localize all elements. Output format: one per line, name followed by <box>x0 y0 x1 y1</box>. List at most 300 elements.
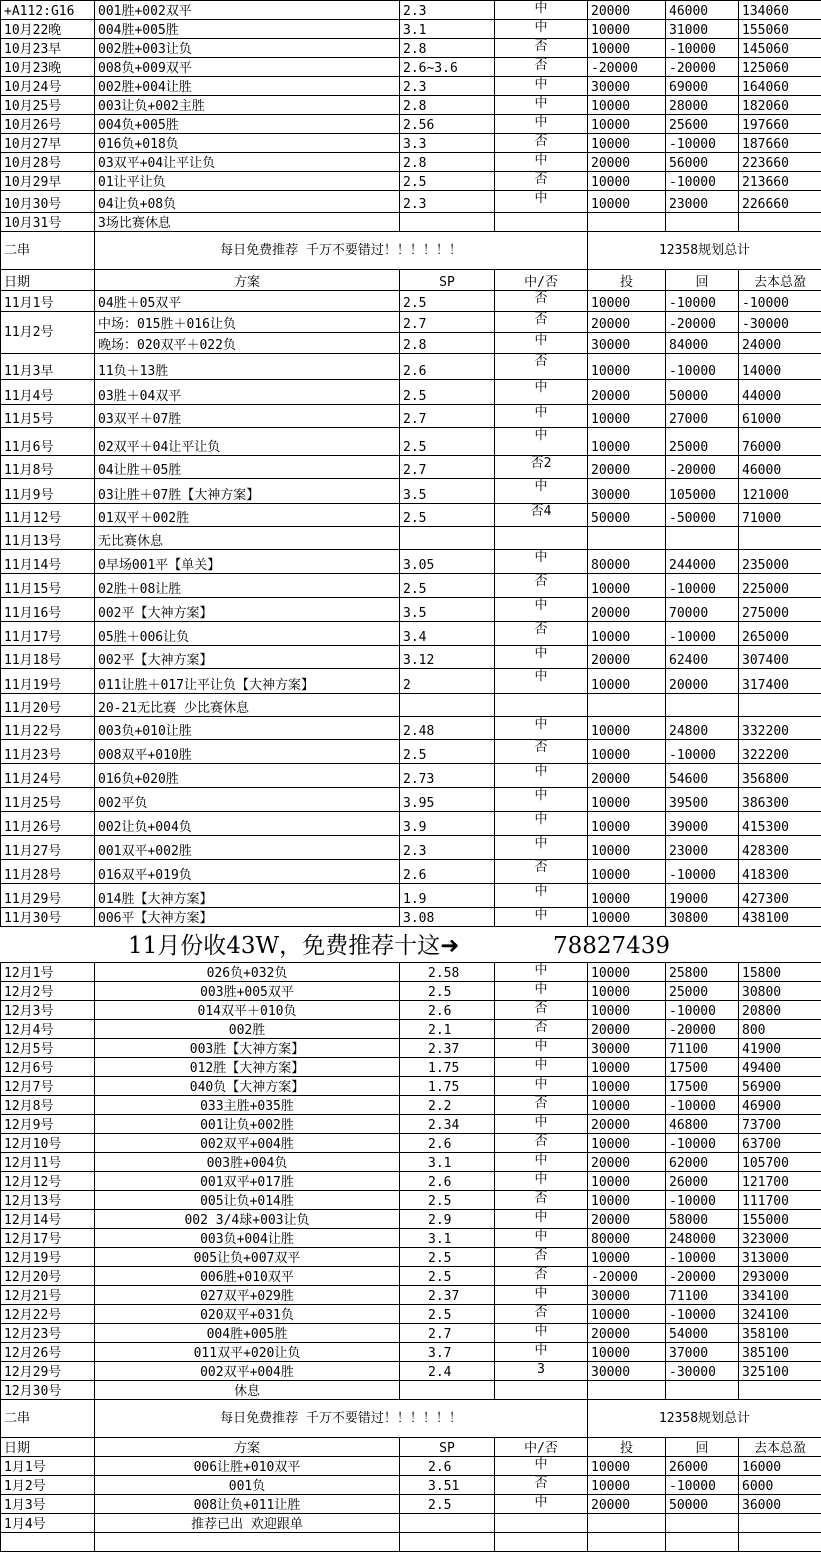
row-stake: 10000 <box>588 115 666 134</box>
slogan: 每日免费推荐 千万不要错过！！！！！！ <box>95 232 588 270</box>
row-date: 11月22号 <box>1 717 95 740</box>
row-plan: 016负+020胜 <box>95 764 400 788</box>
row-plan: 推荐已出 欢迎跟单 <box>95 1514 400 1533</box>
row-total: 325100 <box>739 1362 821 1381</box>
row-result: 中 <box>495 1286 588 1305</box>
row-plan: 002让负+004负 <box>95 812 400 836</box>
row-stake: 10000 <box>588 1305 666 1324</box>
row-plan: 001胜+002双平 <box>95 1 400 20</box>
row-total: 155060 <box>739 20 821 39</box>
table-row <box>1 550 821 574</box>
row-result: 否 <box>495 740 588 764</box>
row-total <box>739 694 821 717</box>
row-stake: 30000 <box>588 1286 666 1305</box>
row-sp <box>400 1533 495 1552</box>
row-stake: 10000 <box>588 812 666 836</box>
row-return: -10000 <box>666 1096 739 1115</box>
row-date: 11月29号 <box>1 884 95 908</box>
row-date: +A112:G16 <box>1 1 95 20</box>
row-date: 1月3号 <box>1 1495 95 1514</box>
row-result: 中 <box>495 1210 588 1229</box>
row-plan: 004胜+005胜 <box>95 1324 400 1343</box>
row-total: 46000 <box>739 456 821 479</box>
table-row <box>1 1058 821 1077</box>
row-result: 中 <box>495 428 588 456</box>
row-total: -10000 <box>739 291 821 312</box>
row-plan: 008负+009双平 <box>95 58 400 77</box>
row-return: -10000 <box>666 1305 739 1324</box>
row-sp: 2.5 <box>400 1267 495 1286</box>
row-stake: 20000 <box>588 1324 666 1343</box>
table-row <box>1 622 821 646</box>
row-plan: 011让胜＋017让平让负【大神方案】 <box>95 669 400 694</box>
row-result: 中 <box>495 1457 588 1476</box>
row-result <box>495 213 588 232</box>
row-plan: 005让负+007双平 <box>95 1248 400 1267</box>
row-return: -10000 <box>666 740 739 764</box>
row-stake: 10000 <box>588 860 666 884</box>
row-sp: 2.5 <box>400 380 495 405</box>
row-return: -10000 <box>666 172 739 191</box>
row-sp: 3.3 <box>400 134 495 153</box>
row-total: -30000 <box>739 312 821 333</box>
row-result: 中 <box>495 77 588 96</box>
row-plan: 休息 <box>95 1381 400 1400</box>
row-total: 293000 <box>739 1267 821 1286</box>
row-total: 56900 <box>739 1077 821 1096</box>
row-sp: 2.6 <box>400 1001 495 1020</box>
row-result: 中 <box>495 764 588 788</box>
row-result: 中 <box>495 153 588 172</box>
column-header-row <box>1 1438 821 1457</box>
row-result: 中 <box>495 479 588 504</box>
row-result: 否 <box>495 1476 588 1495</box>
row-plan: 3场比赛休息 <box>95 213 400 232</box>
table-row <box>1 740 821 764</box>
row-sp: 3.5 <box>400 479 495 504</box>
row-sp <box>400 1381 495 1400</box>
table-row <box>1 860 821 884</box>
row-sp: 1.75 <box>400 1077 495 1096</box>
row-date: 12月8号 <box>1 1096 95 1115</box>
row-return: 26000 <box>666 1457 739 1476</box>
row-return: 39000 <box>666 812 739 836</box>
row-plan: 006让胜+010双平 <box>95 1457 400 1476</box>
row-plan: 晚场：020双平＋022负 <box>95 333 400 354</box>
col-date: 日期 <box>1 270 95 291</box>
row-stake <box>588 1381 666 1400</box>
row-sp: 2.5 <box>400 172 495 191</box>
row-stake: 10000 <box>588 1058 666 1077</box>
row-plan: 05胜＋006让负 <box>95 622 400 646</box>
row-sp: 2.4 <box>400 1362 495 1381</box>
table-row <box>1 39 821 58</box>
table-row <box>1 456 821 479</box>
row-total: 386300 <box>739 788 821 812</box>
row-sp: 3.12 <box>400 646 495 669</box>
row-date: 11月16号 <box>1 598 95 622</box>
row-return: 54600 <box>666 764 739 788</box>
table-row <box>1 908 821 927</box>
row-stake <box>588 527 666 550</box>
table-row <box>1 20 821 39</box>
row-total: 427300 <box>739 884 821 908</box>
row-result <box>495 694 588 717</box>
row-plan: 002平负 <box>95 788 400 812</box>
row-date: 12月7号 <box>1 1077 95 1096</box>
row-result: 否 <box>495 134 588 153</box>
row-sp: 2.5 <box>400 504 495 527</box>
table-row <box>1 1096 821 1115</box>
row-date: 11月2号 <box>1 312 95 354</box>
row-stake: 10000 <box>588 291 666 312</box>
row-result: 否 <box>495 1191 588 1210</box>
row-total <box>739 1533 821 1552</box>
row-stake: 10000 <box>588 574 666 598</box>
row-return: 19000 <box>666 884 739 908</box>
row-result <box>495 527 588 550</box>
row-sp: 2.5 <box>400 982 495 1001</box>
table-row <box>1 191 821 213</box>
row-return: -50000 <box>666 504 739 527</box>
row-result: 否 <box>495 860 588 884</box>
row-stake: 10000 <box>588 1172 666 1191</box>
table-row <box>1 1381 821 1400</box>
row-date: 12月21号 <box>1 1286 95 1305</box>
table-row <box>1 982 821 1001</box>
row-result: 中 <box>495 1 588 20</box>
row-date: 10月30号 <box>1 191 95 213</box>
table-row <box>1 1020 821 1039</box>
december-table <box>0 962 821 1552</box>
row-sp: 3.1 <box>400 20 495 39</box>
row-result: 否 <box>495 58 588 77</box>
row-date: 11月6号 <box>1 428 95 456</box>
row-plan: 002胜+003让负 <box>95 39 400 58</box>
row-sp: 2.6 <box>400 1457 495 1476</box>
row-stake: 10000 <box>588 1476 666 1495</box>
row-date: 11月9号 <box>1 479 95 504</box>
row-total: 73700 <box>739 1115 821 1134</box>
table-row <box>1 1248 821 1267</box>
table-row <box>1 172 821 191</box>
table-row <box>1 1172 821 1191</box>
row-plan: 03双平＋07胜 <box>95 405 400 428</box>
row-date: 12月19号 <box>1 1248 95 1267</box>
row-plan: 003负+010让胜 <box>95 717 400 740</box>
row-stake: 80000 <box>588 1229 666 1248</box>
row-date <box>1 1533 95 1552</box>
row-plan: 004负+005胜 <box>95 115 400 134</box>
row-plan: 中场：015胜＋016让负 <box>95 312 400 333</box>
row-date: 10月24号 <box>1 77 95 96</box>
october-table <box>0 0 821 232</box>
row-total: 14000 <box>739 354 821 380</box>
row-return: 17500 <box>666 1058 739 1077</box>
row-return: -30000 <box>666 1362 739 1381</box>
row-total: 265000 <box>739 622 821 646</box>
row-result: 中 <box>495 550 588 574</box>
table-row <box>1 1362 821 1381</box>
table-row <box>1 598 821 622</box>
row-return <box>666 527 739 550</box>
row-date: 12月2号 <box>1 982 95 1001</box>
row-return: 54000 <box>666 1324 739 1343</box>
row-sp: 2.8 <box>400 333 495 354</box>
row-stake: 50000 <box>588 504 666 527</box>
row-date: 11月23号 <box>1 740 95 764</box>
row-return: -20000 <box>666 456 739 479</box>
row-total <box>739 213 821 232</box>
row-return: 23000 <box>666 836 739 860</box>
row-result: 否4 <box>495 504 588 527</box>
row-sp: 2.7 <box>400 456 495 479</box>
col-sp: SP <box>400 270 495 291</box>
row-total: 164060 <box>739 77 821 96</box>
row-sp: 3.5 <box>400 598 495 622</box>
row-total: 307400 <box>739 646 821 669</box>
table-row <box>1 354 821 380</box>
row-return: 46800 <box>666 1115 739 1134</box>
row-result: 否 <box>495 1020 588 1039</box>
row-stake <box>588 213 666 232</box>
row-sp: 2.8 <box>400 96 495 115</box>
table-row <box>1 1286 821 1305</box>
row-plan: 03让胜＋07胜【大神方案】 <box>95 479 400 504</box>
table-row <box>1 405 821 428</box>
row-result: 否 <box>495 39 588 58</box>
row-result: 中 <box>495 1039 588 1058</box>
row-return: 84000 <box>666 333 739 354</box>
row-plan: 01让平让负 <box>95 172 400 191</box>
row-sp <box>400 527 495 550</box>
row-return: 25800 <box>666 963 739 982</box>
row-total: 415300 <box>739 812 821 836</box>
row-stake: 10000 <box>588 1134 666 1153</box>
row-sp: 2.3 <box>400 191 495 213</box>
row-result: 否 <box>495 1001 588 1020</box>
row-return: 25000 <box>666 982 739 1001</box>
row-return: 62400 <box>666 646 739 669</box>
row-plan: 016负+018负 <box>95 134 400 153</box>
row-plan: 008让负+011让胜 <box>95 1495 400 1514</box>
row-total: 63700 <box>739 1134 821 1153</box>
row-stake <box>588 1533 666 1552</box>
row-total: 121700 <box>739 1172 821 1191</box>
row-return: 30800 <box>666 908 739 927</box>
row-sp: 2.3 <box>400 77 495 96</box>
row-total: 323000 <box>739 1229 821 1248</box>
table-row <box>1 1514 821 1533</box>
row-stake: 10000 <box>588 717 666 740</box>
row-total: 187660 <box>739 134 821 153</box>
row-stake: 20000 <box>588 153 666 172</box>
promo-banner <box>0 930 821 963</box>
row-stake: 10000 <box>588 1191 666 1210</box>
table-row <box>1 788 821 812</box>
row-total: 49400 <box>739 1058 821 1077</box>
row-sp: 2.56 <box>400 115 495 134</box>
table-row <box>1 1267 821 1286</box>
row-total: 226660 <box>739 191 821 213</box>
row-date: 10月26号 <box>1 115 95 134</box>
row-sp: 2.8 <box>400 153 495 172</box>
row-total: 182060 <box>739 96 821 115</box>
row-result <box>495 1381 588 1400</box>
row-stake: 10000 <box>588 1343 666 1362</box>
row-stake: 10000 <box>588 622 666 646</box>
row-plan: 002双平+004胜 <box>95 1362 400 1381</box>
row-stake <box>588 694 666 717</box>
row-date: 1月4号 <box>1 1514 95 1533</box>
table-row <box>1 717 821 740</box>
row-date: 11月14号 <box>1 550 95 574</box>
row-stake: 20000 <box>588 456 666 479</box>
row-total: 36000 <box>739 1495 821 1514</box>
row-result: 中 <box>495 646 588 669</box>
promo-text: 11月份收43W，免费推荐十这➜ <box>128 933 459 960</box>
row-return: -20000 <box>666 312 739 333</box>
row-return: 46000 <box>666 1 739 20</box>
row-plan: 005让负+014胜 <box>95 1191 400 1210</box>
row-sp: 2.5 <box>400 574 495 598</box>
row-stake: 30000 <box>588 1039 666 1058</box>
row-date: 12月30号 <box>1 1381 95 1400</box>
row-date: 10月23早 <box>1 39 95 58</box>
row-return: -10000 <box>666 291 739 312</box>
row-result: 中 <box>495 405 588 428</box>
table-row <box>1 1134 821 1153</box>
row-plan: 003胜+004负 <box>95 1153 400 1172</box>
row-plan: 001双平+002胜 <box>95 836 400 860</box>
row-plan: 002胜 <box>95 1020 400 1039</box>
row-date: 12月1号 <box>1 963 95 982</box>
row-result: 中 <box>495 1153 588 1172</box>
row-return: 70000 <box>666 598 739 622</box>
row-date: 11月8号 <box>1 456 95 479</box>
row-date: 11月13号 <box>1 527 95 550</box>
row-result: 中 <box>495 908 588 927</box>
row-return <box>666 213 739 232</box>
row-date: 11月30号 <box>1 908 95 927</box>
table-row <box>1 574 821 598</box>
row-result: 否 <box>495 1134 588 1153</box>
row-plan: 0早场001平【单关】 <box>95 550 400 574</box>
row-stake: 10000 <box>588 1096 666 1115</box>
table-row <box>1 1305 821 1324</box>
row-return: 244000 <box>666 550 739 574</box>
row-total: 275000 <box>739 598 821 622</box>
row-plan: 014胜【大神方案】 <box>95 884 400 908</box>
row-return: -20000 <box>666 1267 739 1286</box>
row-return: 71100 <box>666 1286 739 1305</box>
col-stake: 投 <box>588 270 666 291</box>
col-return: 回 <box>666 1438 739 1457</box>
row-plan: 003让负+002主胜 <box>95 96 400 115</box>
row-return: 37000 <box>666 1343 739 1362</box>
row-stake: 20000 <box>588 380 666 405</box>
table-row <box>1 1495 821 1514</box>
row-date: 11月4号 <box>1 380 95 405</box>
row-sp: 3.51 <box>400 1476 495 1495</box>
table-row <box>1 1343 821 1362</box>
row-stake: 10000 <box>588 1001 666 1020</box>
row-date: 1月1号 <box>1 1457 95 1476</box>
row-sp: 2.5 <box>400 740 495 764</box>
row-sp: 1.9 <box>400 884 495 908</box>
table-row <box>1 1039 821 1058</box>
row-return: -20000 <box>666 58 739 77</box>
row-sp: 1.75 <box>400 1058 495 1077</box>
row-result: 中 <box>495 1077 588 1096</box>
row-plan: 006胜+010双平 <box>95 1267 400 1286</box>
row-sp: 2.9 <box>400 1210 495 1229</box>
row-sp: 2.8 <box>400 39 495 58</box>
row-total: 16000 <box>739 1457 821 1476</box>
table-row <box>1 96 821 115</box>
row-return: 28000 <box>666 96 739 115</box>
table-row <box>1 1533 821 1552</box>
row-plan: 006平【大神方案】 <box>95 908 400 927</box>
row-sp: 2.6 <box>400 354 495 380</box>
row-sp: 3.95 <box>400 788 495 812</box>
row-stake: 10000 <box>588 134 666 153</box>
table-row <box>1 153 821 172</box>
row-plan: 01双平＋002胜 <box>95 504 400 527</box>
col-plan: 方案 <box>95 1438 400 1457</box>
row-stake: 10000 <box>588 908 666 927</box>
row-sp: 3.1 <box>400 1229 495 1248</box>
row-stake <box>588 1514 666 1533</box>
row-plan: 033主胜+035胜 <box>95 1096 400 1115</box>
row-date: 11月18号 <box>1 646 95 669</box>
row-plan: 012胜【大神方案】 <box>95 1058 400 1077</box>
row-date: 10月29早 <box>1 172 95 191</box>
row-stake: 10000 <box>588 884 666 908</box>
row-sp: 2.58 <box>400 963 495 982</box>
row-total: 235000 <box>739 550 821 574</box>
col-total: 去本总盈 <box>739 1438 821 1457</box>
row-stake: 30000 <box>588 479 666 504</box>
table-row <box>1 1324 821 1343</box>
row-plan: 04胜＋05双平 <box>95 291 400 312</box>
row-date: 10月23晚 <box>1 58 95 77</box>
row-total: 61000 <box>739 405 821 428</box>
row-date: 11月27号 <box>1 836 95 860</box>
row-plan: 002 3/4球+003让负 <box>95 1210 400 1229</box>
row-sp: 2.5 <box>400 1305 495 1324</box>
table-row <box>1 134 821 153</box>
col-result: 中/否 <box>495 1438 588 1457</box>
table-row <box>1 963 821 982</box>
table-row <box>1 646 821 669</box>
row-result: 否 <box>495 1305 588 1324</box>
row-return <box>666 1381 739 1400</box>
row-plan: 002平【大神方案】 <box>95 598 400 622</box>
row-total: 71000 <box>739 504 821 527</box>
row-return: 20000 <box>666 669 739 694</box>
row-sp: 3.9 <box>400 812 495 836</box>
row-stake: 30000 <box>588 1362 666 1381</box>
row-result: 否 <box>495 291 588 312</box>
row-result: 否 <box>495 1096 588 1115</box>
row-date: 12月23号 <box>1 1324 95 1343</box>
row-stake: 30000 <box>588 77 666 96</box>
row-return: 26000 <box>666 1172 739 1191</box>
row-plan: 04让负+08负 <box>95 191 400 213</box>
row-plan: 03胜＋04双平 <box>95 380 400 405</box>
row-total: 46900 <box>739 1096 821 1115</box>
